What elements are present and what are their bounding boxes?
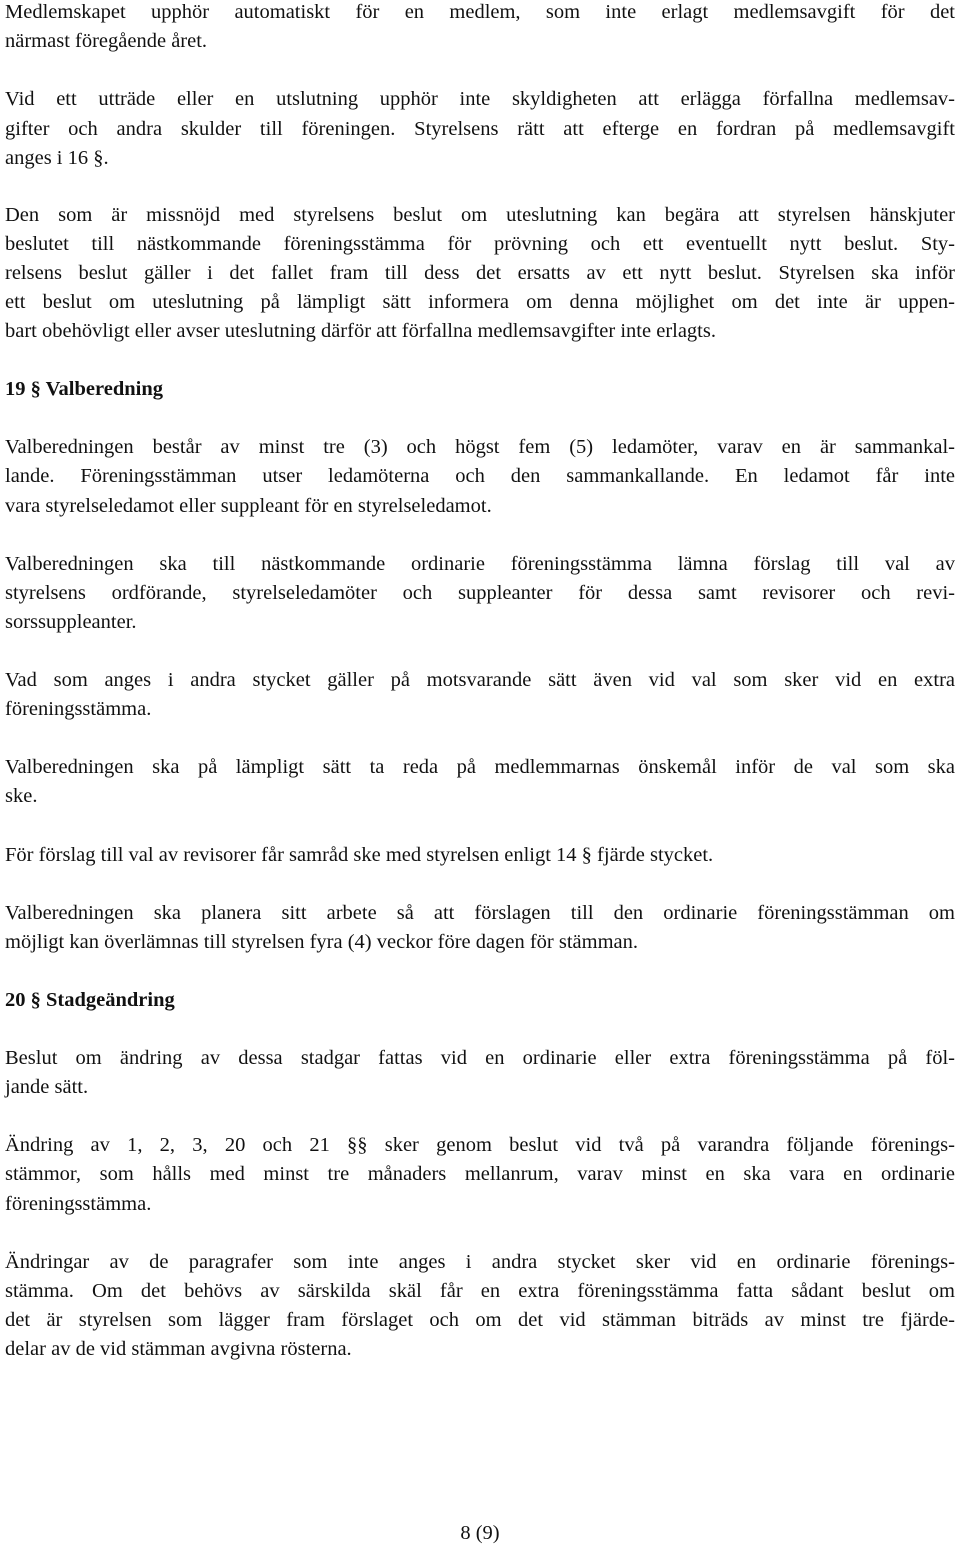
text-line: stämma. Om det behövs av särskilda skäl får en extra föreningsstämma fatta sådant beslut om [5,1280,955,1302]
text-line: sorssuppleanter. [5,611,137,633]
text-line: För förslag till val av revisorer får samråd ske med styrelsen enligt 14 § fjärde stycket. [5,844,714,866]
text-line: Vid ett utträde eller en utslutning upphör inte skyldigheten att erlägga förfallna medlemsav- [5,88,955,110]
heading-text: 20 § Stadgeändring [5,989,175,1011]
text-line: föreningsstämma. [5,698,152,720]
text-line: stämmor, som hålls med minst tre månaders mellanrum, varav minst en ska vara en ordinarie [5,1163,955,1185]
text-line: Medlemskapet upphör automatiskt för en medlem, som inte erlagt medlemsavgift för det [5,1,955,23]
text-line: Den som är missnöjd med styrelsens beslut om uteslutning kan begära att styrelsen hänskjuter [5,204,955,226]
text-line: anges i 16 §. [5,147,109,169]
text-line: Beslut om ändring av dessa stadgar fattas vid en ordinarie eller extra föreningsstämma på föl- [5,1047,955,1069]
text-line: ett beslut om uteslutning på lämpligt sätt informera om denna möjlighet om det inte är uppen- [5,291,955,313]
text-line: närmast föregående året. [5,30,208,52]
page-number: 8 (9) [460,1522,500,1544]
text-line: relsens beslut gäller i det fallet fram till dess det ersatts av ett nytt beslut. Styrelsen ska inför [5,262,955,284]
text-line: lande. Föreningsstämman utser ledamöterna och den sammankallande. En ledamot får inte [5,465,955,487]
text-line: jande sätt. [5,1076,89,1098]
text-line: möjligt kan överlämnas till styrelsen fyra (4) veckor före dagen för stämman. [5,931,639,953]
text-line: Vad som anges i andra stycket gäller på motsvarande sätt även vid val som sker vid en extra [5,669,955,691]
text-line: Valberedningen ska på lämpligt sätt ta reda på medlemmarnas önskemål inför de val som ska [5,756,955,778]
heading-text: 19 § Valberedning [5,378,163,400]
text-line: ske. [5,785,38,807]
text-line: Ändring av 1, 2, 3, 20 och 21 §§ sker genom beslut vid två på varandra följande förenings- [5,1134,955,1156]
text-line: styrelsens ordförande, styrelseledamöter och suppleanter för dessa samt revisorer och revi- [5,582,955,604]
text-line: delar av de vid stämman avgivna rösterna. [5,1338,352,1360]
text-line: Ändringar av de paragrafer som inte anges i andra stycket sker vid en ordinarie förenings- [5,1251,955,1273]
text-line: vara styrelseledamot eller suppleant för en styrelseledamot. [5,495,492,517]
text-line: Valberedningen består av minst tre (3) och högst fem (5) ledamöter, varav en är sammankal- [5,436,955,458]
text-line: Valberedningen ska planera sitt arbete så att förslagen till den ordinarie föreningsstämman om [5,902,955,924]
text-line: Valberedningen ska till nästkommande ordinarie föreningsstämma lämna förslag till val av [5,553,955,575]
text-line: beslutet till nästkommande föreningsstämma för prövning och ett eventuellt nytt beslut. Sty- [5,233,955,255]
text-line: gifter och andra skulder till föreningen. Styrelsens rätt att efterge en fordran på medlemsavgift [5,118,955,140]
text-line: bart obehövligt eller avser uteslutning därför att förfallna medlemsavgifter inte erlagts. [5,320,716,342]
text-line: det är styrelsen som lägger fram förslaget och om det vid stämman biträds av minst tre fjärde- [5,1309,955,1331]
text-line: föreningsstämma. [5,1193,152,1215]
